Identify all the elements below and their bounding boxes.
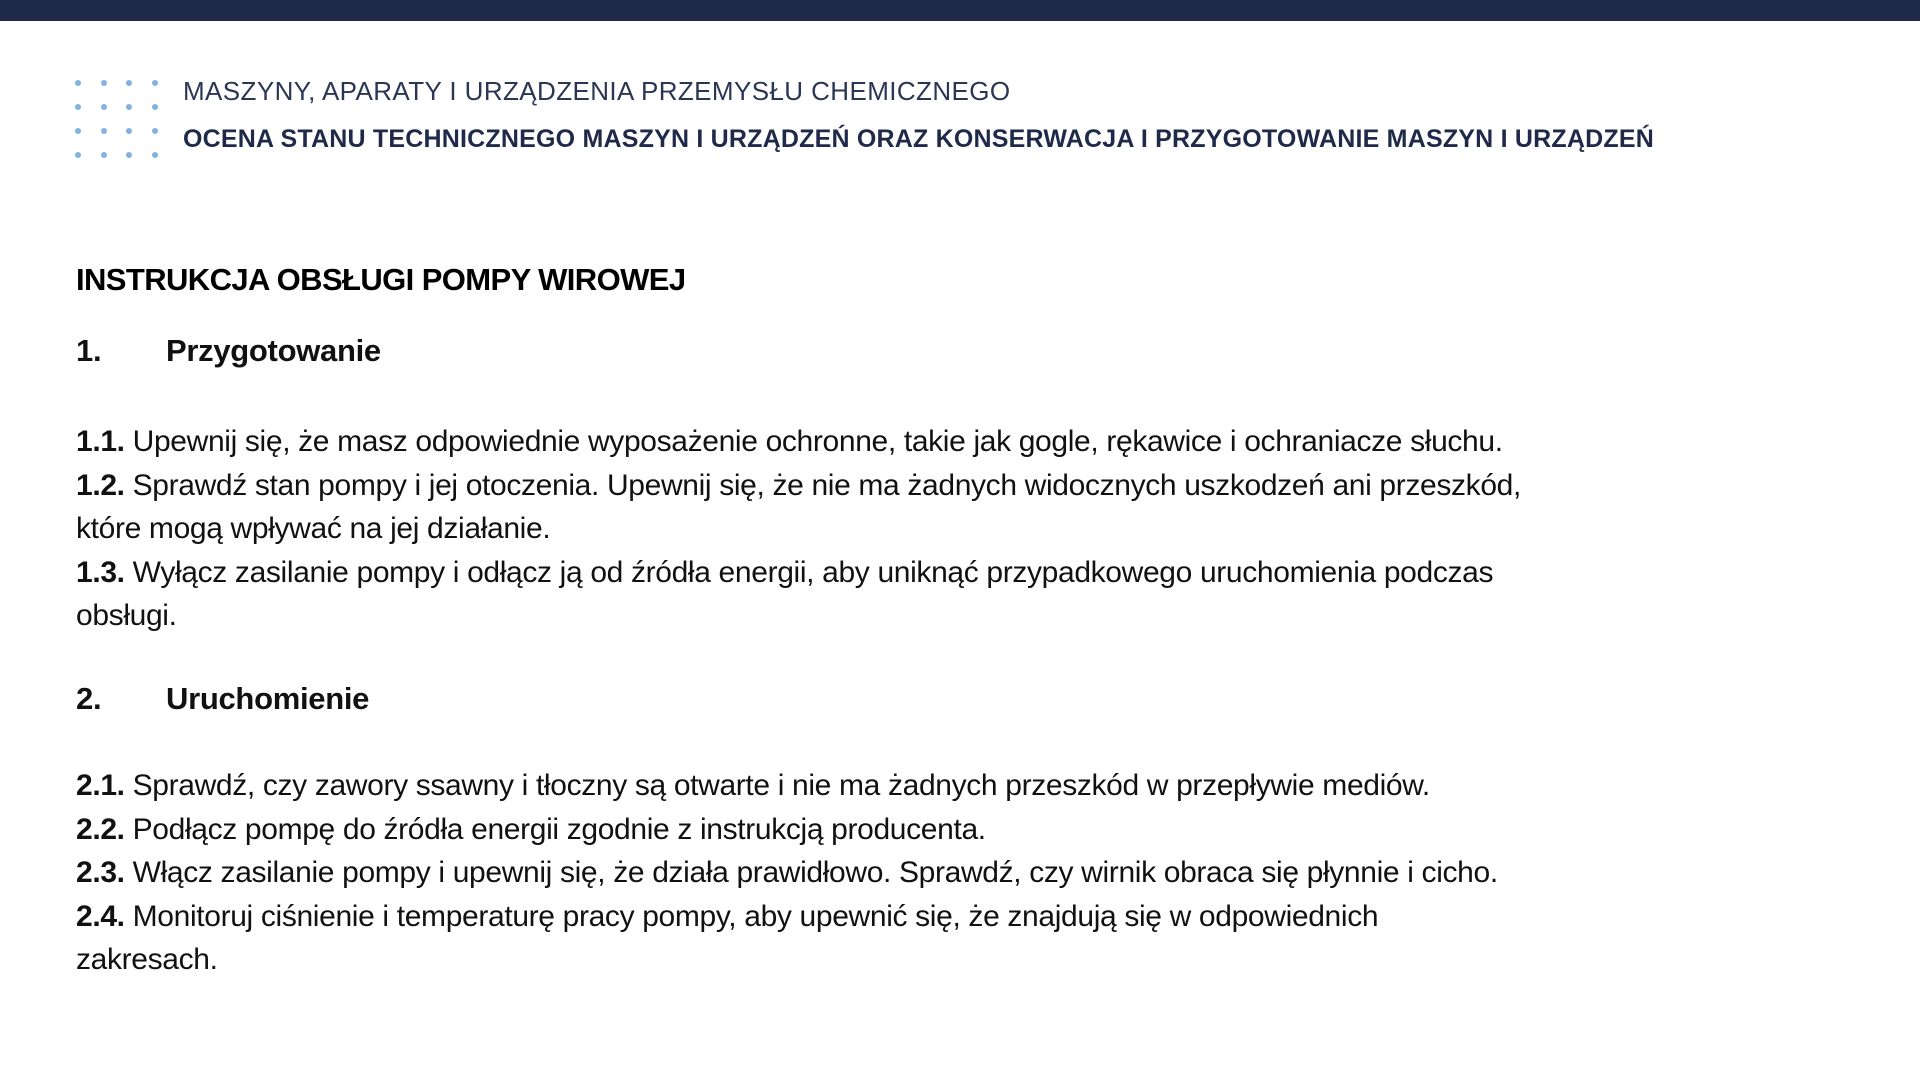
course-title: MASZYNY, APARATY I URZĄDZENIA PRZEMYSŁU CHEMICZNEGO	[183, 76, 1011, 106]
section-heading-startup	[76, 679, 369, 719]
list-item-continuation	[76, 938, 1876, 982]
item-text: Sprawdź stan pompy i jej otoczenia. Upewnij się, że nie ma żadnych widocznych uszkodzeń ani przeszkód,	[132, 468, 1521, 502]
section-title: Uruchomienie	[166, 681, 370, 716]
list-item	[76, 464, 1876, 508]
list-item-continuation	[76, 507, 1876, 551]
dot	[126, 128, 132, 134]
dot	[126, 80, 132, 86]
list-item	[76, 851, 1876, 895]
list-item	[76, 764, 1876, 808]
section-number: 2.	[76, 681, 102, 716]
list-item-continuation	[76, 594, 1876, 638]
item-number: 1.1.	[76, 425, 125, 458]
list-item	[76, 808, 1876, 852]
list-item	[76, 551, 1876, 595]
list-item	[76, 420, 1876, 464]
item-number: 2.2.	[76, 812, 125, 846]
dot	[75, 152, 81, 158]
dot	[152, 128, 158, 134]
section-2-items	[76, 764, 1876, 982]
item-number: 1.3.	[76, 555, 125, 589]
item-text: zakresach.	[76, 943, 218, 976]
dot	[152, 104, 158, 110]
item-text: Podłącz pompę do źródła energii zgodnie z instrukcją producenta.	[132, 812, 986, 846]
dot	[126, 104, 132, 110]
section-number: 1.	[76, 333, 102, 368]
dot	[101, 104, 107, 110]
item-text: które mogą wpływać na jej działanie.	[76, 512, 551, 545]
module-title: OCENA STANU TECHNICZNEGO MASZYN I URZĄDZEŃ ORAZ KONSERWACJA I PRZYGOTOWANIE MASZYN I URZĄDZEŃ	[183, 125, 1654, 153]
dot	[152, 80, 158, 86]
item-text: Włącz zasilanie pompy i upewnij się, że działa prawidłowo. Sprawdź, czy wirnik obraca się płynnie i cicho.	[132, 856, 1498, 889]
item-text: Monitoruj ciśnienie i temperaturę pracy pompy, aby upewnić się, że znajdują się w odpowiednich	[132, 899, 1379, 933]
item-number: 2.4.	[76, 899, 125, 933]
dot	[101, 128, 107, 134]
document-title: INSTRUKCJA OBSŁUGI POMPY WIROWEJ	[76, 262, 686, 297]
dot	[75, 104, 81, 110]
dot	[101, 80, 107, 86]
dot	[126, 152, 132, 158]
item-text: Sprawdź, czy zawory ssawny i tłoczny są otwarte i nie ma żadnych przeszkód w przepływie mediów.	[132, 769, 1430, 802]
item-number: 1.2.	[76, 468, 125, 502]
item-text: Wyłącz zasilanie pompy i odłącz ją od źródła energii, aby uniknąć przypadkowego uruchomienia podczas	[132, 555, 1494, 589]
section-heading-preparation	[76, 331, 381, 371]
dot	[75, 80, 81, 86]
section-title: Przygotowanie	[166, 333, 381, 368]
top-accent-bar	[0, 0, 1920, 21]
item-number: 2.1.	[76, 769, 125, 802]
list-item	[76, 895, 1876, 939]
item-text: obsługi.	[76, 599, 177, 632]
dot	[152, 152, 158, 158]
dot	[101, 152, 107, 158]
dot	[75, 128, 81, 134]
item-number: 2.3.	[76, 856, 125, 889]
dot-grid-icon	[75, 80, 161, 166]
section-1-items	[76, 420, 1876, 638]
item-text: Upewnij się, że masz odpowiednie wyposażenie ochronne, takie jak gogle, rękawice i ochraniacze słuchu.	[132, 425, 1503, 458]
